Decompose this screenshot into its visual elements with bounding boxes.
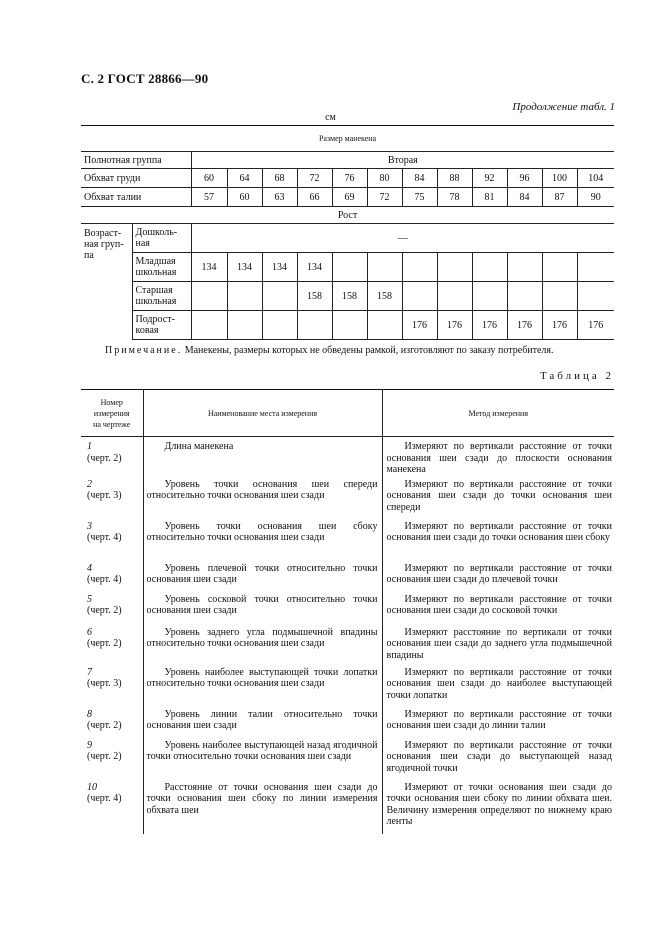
chest-row xyxy=(81,169,614,188)
waist-value: 90 xyxy=(577,188,614,207)
height-value: 176 xyxy=(472,311,507,340)
measure-name: Уровень сосковой точки относительно точки основания шеи сзади xyxy=(143,594,382,627)
table-row xyxy=(81,437,614,479)
measure-name: Уровень линии талии относительно точки основания шеи сзади xyxy=(143,709,382,740)
waist-label: Обхват талии xyxy=(81,188,191,207)
height-value: 176 xyxy=(577,311,614,340)
chest-label: Обхват груди xyxy=(81,169,191,188)
chest-value: 60 xyxy=(191,169,227,188)
height-value: 134 xyxy=(262,253,297,282)
height-value: 134 xyxy=(227,253,262,282)
size-table xyxy=(81,125,614,340)
table-row xyxy=(81,521,614,563)
chest-value: 100 xyxy=(542,169,577,188)
age-group-label-line: ная груп- xyxy=(84,239,124,250)
age-row-label-line: ная xyxy=(135,238,150,249)
age-row-label-line: Младшая xyxy=(135,256,176,267)
waist-value: 81 xyxy=(472,188,507,207)
preschool-dash: — xyxy=(191,224,614,253)
waist-value: 72 xyxy=(367,188,402,207)
waist-value: 75 xyxy=(402,188,437,207)
height-value: 134 xyxy=(297,253,332,282)
chest-value: 68 xyxy=(262,169,297,188)
note-text: Манекены, размеры которых не обведены рамкой, изготовляют по заказу потребителя. xyxy=(184,345,554,356)
measure-method: Измеряют по вертикали расстояние от точки основания шеи сзади до точки основания шеи спереди xyxy=(386,478,612,513)
measure-method: Измеряют по вертикали расстояние от точки основания шеи сзади до точки основания шеи сбоку xyxy=(386,520,612,543)
drawing-ref: (черт. 2) xyxy=(87,605,122,616)
age-group-label-line: Возраст- xyxy=(84,228,122,239)
height-value: 176 xyxy=(402,311,437,340)
height-value: 158 xyxy=(332,282,367,311)
drawing-ref: (черт. 4) xyxy=(87,574,122,585)
age-row-teen xyxy=(81,311,614,340)
measure-number: 3 xyxy=(87,520,92,532)
age-group-label-line: па xyxy=(84,250,94,261)
measure-number: 1 xyxy=(87,441,92,452)
waist-value: 60 xyxy=(227,188,262,207)
measure-method: Измеряют по вертикали расстояние от точки основания шеи сзади до сосковой точки xyxy=(386,593,612,616)
measure-method: Измеряют от точки основания шеи сзади до точки основания шеи сбоку по линии обхвата шеи. Величину измерения определяют по нижнему краю ленты xyxy=(386,781,612,827)
measure-name: Уровень наиболее выступающей точки лопатки относительно точки основания шеи сзади xyxy=(143,667,382,709)
table-row xyxy=(81,667,614,709)
table-row xyxy=(81,709,614,740)
unit-label: см xyxy=(325,112,336,123)
height-label: Рост xyxy=(81,207,614,224)
age-row-junior xyxy=(81,253,614,282)
height-value: 176 xyxy=(542,311,577,340)
waist-value: 87 xyxy=(542,188,577,207)
drawing-ref: (черт. 2) xyxy=(87,452,122,464)
table-row xyxy=(81,479,614,521)
chest-value: 80 xyxy=(367,169,402,188)
waist-row xyxy=(81,188,614,207)
table-row xyxy=(81,740,614,782)
measure-number: 10 xyxy=(87,781,97,793)
measurement-table xyxy=(81,389,614,834)
measure-name: Уровень точки основания шеи сбоку относительно точки основания шеи сзади xyxy=(143,521,382,563)
measure-name: Расстояние от точки основания шеи сзади до точки основания шеи сбоку по линии измерения обхвата шеи xyxy=(143,782,382,834)
age-row-label-line: Дошколь- xyxy=(135,227,178,238)
waist-value: 63 xyxy=(262,188,297,207)
measure-method: Измеряют по вертикали расстояние от точки основания шеи сзади до выступающей назад ягодичной точки xyxy=(386,739,612,774)
measure-number: 7 xyxy=(87,666,92,678)
page-header: С. 2 ГОСТ 28866—90 xyxy=(81,71,209,86)
drawing-ref: (черт. 3) xyxy=(87,678,122,689)
measure-name: Уровень плечевой точки относительно точки основания шеи сзади xyxy=(143,563,382,594)
chest-value: 96 xyxy=(507,169,542,188)
col-name-header: Наименование места измерения xyxy=(143,390,382,437)
waist-value: 84 xyxy=(507,188,542,207)
height-value: 176 xyxy=(507,311,542,340)
measure-number: 9 xyxy=(87,739,92,751)
chest-value: 84 xyxy=(402,169,437,188)
chest-value: 64 xyxy=(227,169,262,188)
col-number-header-line: на чертеже xyxy=(93,419,131,429)
waist-value: 57 xyxy=(191,188,227,207)
measure-method: Измеряют по вертикали расстояние от точки основания шеи сзади до плоскости основания манекена xyxy=(386,441,612,475)
measure-name: Уровень наиболее выступающей назад ягодичной точки относительно точки основания шеи сзади xyxy=(143,740,382,782)
age-row-label-line: Старшая xyxy=(135,285,173,296)
height-value: 134 xyxy=(191,253,227,282)
chest-value: 104 xyxy=(577,169,614,188)
group-label: Полнотная группа xyxy=(81,152,191,169)
table1-caption: Размер манекена xyxy=(81,126,614,152)
table-row xyxy=(81,594,614,627)
age-row-label-line: школьная xyxy=(135,267,177,278)
table-row xyxy=(81,627,614,667)
waist-value: 78 xyxy=(437,188,472,207)
drawing-ref: (черт. 2) xyxy=(87,751,122,762)
waist-value: 69 xyxy=(332,188,367,207)
chest-value: 76 xyxy=(332,169,367,188)
table2-title: Таблица 2 xyxy=(539,370,614,382)
measure-number: 5 xyxy=(87,593,92,605)
measure-name: Длина манекена xyxy=(143,437,382,479)
height-value: 158 xyxy=(297,282,332,311)
measure-method: Измеряют по вертикали расстояние от точки основания шеи сзади до плечевой точки xyxy=(386,562,612,585)
table-row xyxy=(81,782,614,834)
measure-method: Измеряют по вертикали расстояние от точки основания шеи сзади до наиболее выступающей точки лопатки xyxy=(386,666,612,701)
age-row-label-line: школьная xyxy=(135,296,177,307)
measure-name: Уровень заднего угла подмышечной впадины относительно точки основания шеи сзади xyxy=(143,627,382,667)
age-row-label-line: Подрост- xyxy=(135,314,175,325)
group-value: Вторая xyxy=(191,152,614,169)
measure-number: 4 xyxy=(87,562,92,574)
chest-value: 88 xyxy=(437,169,472,188)
col-number-header-line: Номер xyxy=(100,397,123,407)
drawing-ref: (черт. 2) xyxy=(87,720,122,731)
measure-method: Измеряют по вертикали расстояние от точки основания шеи сзади до линии талии xyxy=(386,708,612,731)
chest-value: 92 xyxy=(472,169,507,188)
table-continuation-label: Продолжение табл. 1 xyxy=(512,101,615,113)
note-label: Примечание. xyxy=(105,345,183,356)
col-method-header: Метод измерения xyxy=(382,390,614,437)
waist-value: 66 xyxy=(297,188,332,207)
drawing-ref: (черт. 4) xyxy=(87,793,122,804)
drawing-ref: (черт. 4) xyxy=(87,532,122,543)
table-note xyxy=(105,345,625,356)
measure-method: Измеряют расстояние по вертикали от точки основания шеи сзади до заднего угла подмышечной впадины xyxy=(386,626,612,661)
measure-name: Уровень точки основания шеи спереди относительно точки основания шеи сзади xyxy=(143,479,382,521)
drawing-ref: (черт. 3) xyxy=(87,490,122,501)
drawing-ref: (черт. 2) xyxy=(87,638,122,649)
col-number-header-line: измерения xyxy=(93,408,130,418)
measure-number: 6 xyxy=(87,626,92,638)
measure-number: 8 xyxy=(87,708,92,720)
height-value: 176 xyxy=(437,311,472,340)
age-row-senior xyxy=(81,282,614,311)
age-row-preschool xyxy=(81,224,614,253)
height-value: 158 xyxy=(367,282,402,311)
age-row-label-line: ковая xyxy=(135,325,159,336)
table-row xyxy=(81,563,614,594)
chest-value: 72 xyxy=(297,169,332,188)
measure-number: 2 xyxy=(87,478,92,490)
